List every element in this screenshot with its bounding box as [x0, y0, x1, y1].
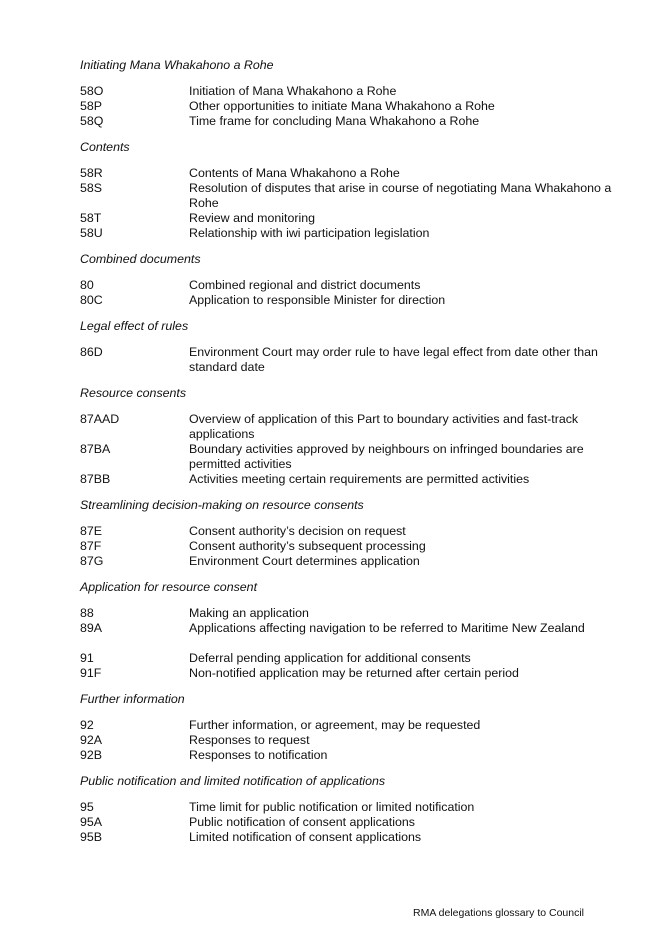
section-number: 58R — [80, 166, 103, 180]
section-title: Responses to notification — [189, 748, 328, 762]
section — [80, 580, 625, 681]
section-number: 80 — [80, 278, 94, 292]
section-number: 87E — [80, 524, 103, 538]
document-body — [80, 58, 625, 856]
section-number: 87BB — [80, 472, 111, 486]
section-title: Public notification of consent applications — [189, 815, 415, 829]
section-number: 95 — [80, 800, 94, 814]
section-title: Overview of application of this Part to boundary activities and fast-track applications — [189, 412, 579, 441]
section-entry — [80, 211, 625, 226]
section-entry — [80, 412, 625, 442]
section-number: 91F — [80, 666, 102, 680]
section-entry — [80, 748, 625, 763]
section-number: 58O — [80, 84, 104, 98]
section-number: 58T — [80, 211, 102, 225]
section-number: 87F — [80, 539, 102, 553]
section — [80, 140, 625, 241]
section-title: Application to responsible Minister for direction — [189, 293, 446, 307]
section-title: Consent authority’s decision on request — [189, 524, 406, 538]
section-entry — [80, 651, 625, 666]
section-entry — [80, 554, 625, 569]
section-heading: Further information — [80, 692, 185, 706]
section-entry — [80, 166, 625, 181]
section — [80, 386, 625, 487]
section-entry — [80, 621, 625, 636]
section-entry — [80, 666, 625, 681]
section-title: Initiation of Mana Whakahono a Rohe — [189, 84, 397, 98]
section-title: Limited notification of consent applications — [189, 830, 422, 844]
section-heading: Initiating Mana Whakahono a Rohe — [80, 58, 274, 72]
section — [80, 58, 625, 129]
section-heading: Public notification and limited notification of applications — [80, 774, 386, 788]
section-title: Activities meeting certain requirements are permitted activities — [189, 472, 530, 486]
section-title: Non-notified application may be returned after certain period — [189, 666, 519, 680]
section-number: 87BA — [80, 442, 111, 456]
section-entry — [80, 815, 625, 830]
section-entry — [80, 345, 625, 375]
section-number: 88 — [80, 606, 94, 620]
section-heading: Legal effect of rules — [80, 319, 189, 333]
section-entry — [80, 524, 625, 539]
section-entry — [80, 442, 625, 472]
section-heading: Streamlining decision-making on resource consents — [80, 498, 364, 512]
section-title: Applications affecting navigation to be referred to Maritime New Zealand — [189, 621, 585, 635]
section-entry — [80, 226, 625, 241]
section-entry — [80, 472, 625, 487]
section — [80, 252, 625, 308]
section — [80, 692, 625, 763]
section-heading: Contents — [80, 140, 130, 154]
section-entry — [80, 278, 625, 293]
section-entry — [80, 99, 625, 114]
section-title: Further information, or agreement, may be requested — [189, 718, 481, 732]
section-entry — [80, 84, 625, 99]
section-number: 80C — [80, 293, 103, 307]
section-heading: Combined documents — [80, 252, 201, 266]
section-entry — [80, 114, 625, 129]
section-title: Time limit for public notification or limited notification — [189, 800, 475, 814]
section-number: 87G — [80, 554, 104, 568]
section-number: 58U — [80, 226, 103, 240]
section-title: Relationship with iwi participation legislation — [189, 226, 430, 240]
section-number: 89A — [80, 621, 103, 635]
section-title: Boundary activities approved by neighbours on infringed boundaries are permitted activities — [189, 442, 584, 471]
section-entry — [80, 830, 625, 845]
section-title: Combined regional and district documents — [189, 278, 421, 292]
section-number: 92B — [80, 748, 103, 762]
section-title: Deferral pending application for additional consents — [189, 651, 471, 665]
section-number: 92 — [80, 718, 94, 732]
section-title: Environment Court determines application — [189, 554, 420, 568]
section-entry — [80, 800, 625, 815]
section — [80, 774, 625, 845]
section-title: Environment Court may order rule to have legal effect from date other than standard date — [189, 345, 598, 374]
section-heading: Resource consents — [80, 386, 187, 400]
section-title: Consent authority’s subsequent processing — [189, 539, 426, 553]
section-number: 86D — [80, 345, 103, 359]
section-title: Other opportunities to initiate Mana Whakahono a Rohe — [189, 99, 495, 113]
section-number: 95B — [80, 830, 103, 844]
section-entry — [80, 181, 625, 211]
section-number: 91 — [80, 651, 94, 665]
page-footer: RMA delegations glossary to Council — [413, 907, 585, 919]
section-entry — [80, 539, 625, 554]
section-number: 87AAD — [80, 412, 120, 426]
section-entry — [80, 718, 625, 733]
section-title: Time frame for concluding Mana Whakahono a Rohe — [189, 114, 480, 128]
section-title: Resolution of disputes that arise in course of negotiating Mana Whakahono a Rohe — [189, 181, 612, 210]
section-number: 58Q — [80, 114, 104, 128]
section-title: Contents of Mana Whakahono a Rohe — [189, 166, 400, 180]
section-title: Responses to request — [189, 733, 310, 747]
section-number: 58S — [80, 181, 103, 195]
section-entry — [80, 606, 625, 621]
section-heading: Application for resource consent — [80, 580, 258, 594]
section-entry — [80, 293, 625, 308]
section-number: 58P — [80, 99, 103, 113]
section-title: Review and monitoring — [189, 211, 316, 225]
section — [80, 319, 625, 375]
section-entry — [80, 733, 625, 748]
section — [80, 498, 625, 569]
section-number: 92A — [80, 733, 103, 747]
section-number: 95A — [80, 815, 103, 829]
section-title: Making an application — [189, 606, 309, 620]
